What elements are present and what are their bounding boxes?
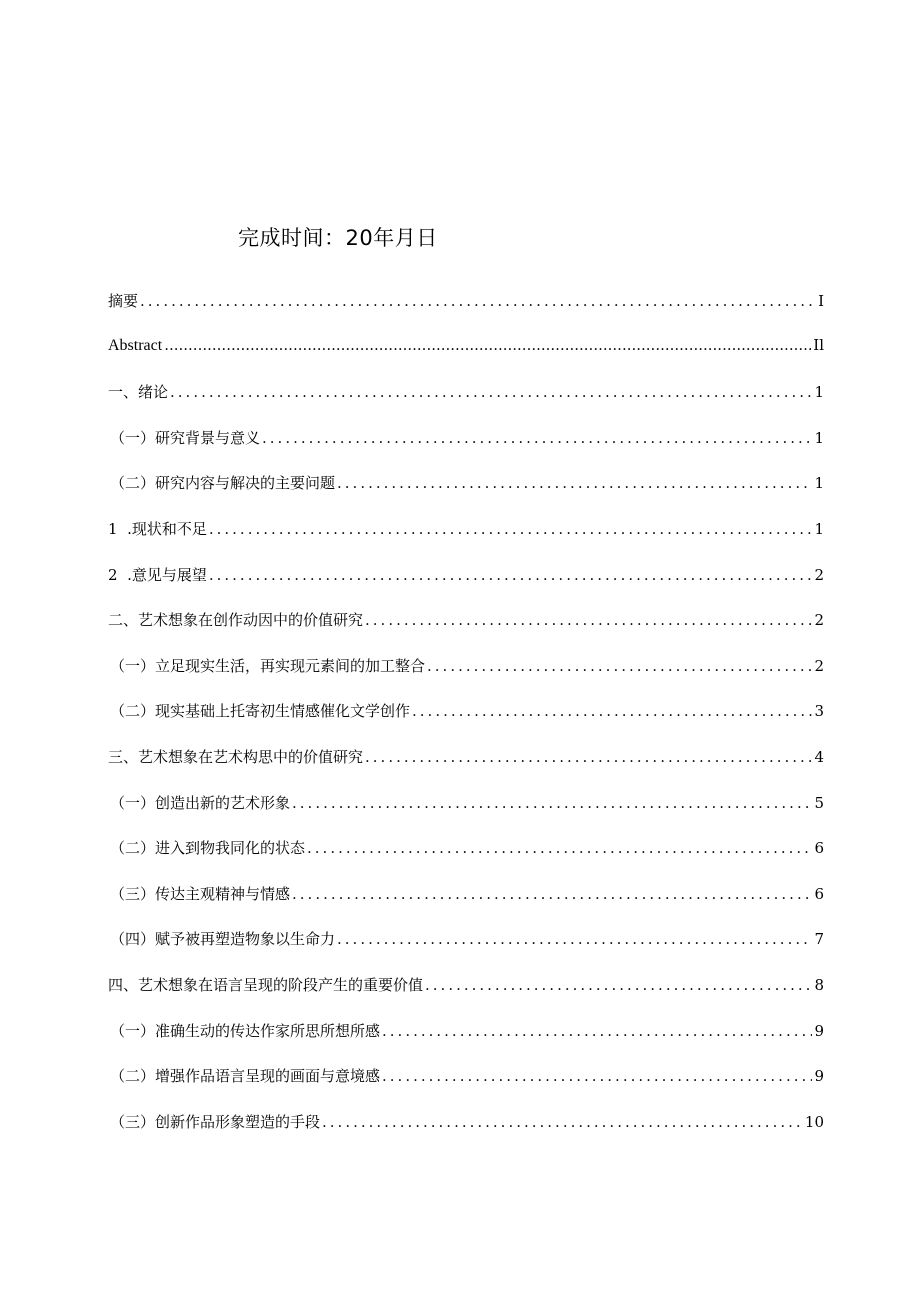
toc-entry-page: 2 — [814, 656, 824, 675]
toc-entry-page: 1 — [814, 519, 824, 538]
toc-entry-section-3-3[interactable] — [108, 883, 824, 929]
toc-entry-title: 1 .现状和不足 — [108, 519, 207, 538]
toc-dot-leader — [292, 885, 812, 903]
toc-dot-leader — [140, 292, 816, 310]
toc-entry-section-4-1[interactable] — [108, 1020, 824, 1066]
toc-entry-title: 四、艺术想象在语言呈现的阶段产生的重要价值 — [108, 975, 424, 994]
toc-entry-title: 二、艺术想象在创作动因中的价值研究 — [108, 611, 364, 630]
toc-dot-leader — [337, 930, 812, 948]
toc-entry-title: （一）立足现实生活，再实现元素间的加工整合 — [110, 656, 426, 675]
toc-entry-title: 一、绪论 — [108, 383, 169, 402]
toc-entry-chapter-2[interactable] — [108, 609, 824, 655]
toc-entry-title: 三、艺术想象在艺术构思中的价值研究 — [108, 747, 364, 766]
toc-entry-section-1-1[interactable] — [108, 427, 824, 473]
toc-entry-section-3-1[interactable] — [108, 792, 824, 838]
toc-dot-leader — [382, 1067, 812, 1085]
toc-dot-leader — [337, 474, 812, 492]
toc-dot-leader — [307, 839, 812, 857]
toc-entry-page: 2 — [814, 565, 824, 584]
toc-entry-section-1-2[interactable] — [108, 472, 824, 518]
toc-entry-title: （二）增强作品语言呈现的画面与意境感 — [110, 1067, 381, 1086]
toc-entry-title: （一）准确生动的传达作家所思所想所感 — [110, 1021, 381, 1040]
toc-entry-section-3-2[interactable] — [108, 837, 824, 883]
toc-entry-page: 5 — [814, 793, 824, 812]
toc-entry-title: （一）创造出新的艺术形象 — [110, 793, 291, 812]
toc-dot-leader — [209, 520, 813, 538]
toc-dot-leader — [262, 429, 812, 447]
toc-entry-section-4-3[interactable] — [108, 1111, 824, 1157]
toc-entry-page: 9 — [814, 1067, 824, 1086]
toc-entry-item-1[interactable] — [108, 518, 824, 564]
toc-dot-leader — [322, 1113, 803, 1131]
toc-entry-title: 摘要 — [108, 292, 139, 310]
toc-entry-section-3-4[interactable] — [108, 928, 824, 974]
toc-entry-page: 1 — [814, 383, 824, 402]
toc-dot-leader — [425, 976, 812, 994]
toc-dot-leader — [365, 748, 812, 766]
toc-entry-section-2-2[interactable] — [108, 700, 824, 746]
toc-dot-leader — [164, 336, 811, 354]
toc-dot-leader — [292, 794, 812, 812]
toc-entry-section-4-2[interactable] — [108, 1065, 824, 1111]
toc-entry-title: （三）创新作品形象塑造的手段 — [110, 1112, 321, 1131]
toc-entry-page: I — [818, 292, 824, 310]
toc-entry-page: 1 — [814, 428, 824, 447]
toc-dot-leader — [365, 611, 812, 629]
toc-entry-abstract-en[interactable] — [108, 336, 824, 382]
toc-entry-section-2-1[interactable] — [108, 655, 824, 701]
toc-entry-item-2[interactable] — [108, 564, 824, 610]
toc-entry-page: 6 — [814, 839, 824, 858]
toc-entry-page: Il — [813, 335, 824, 354]
toc-entry-title: （四）赋予被再塑造物象以生命力 — [110, 930, 336, 949]
table-of-contents — [108, 290, 824, 1156]
toc-entry-title: （二）现实基础上托寄初生情感催化文学创作 — [110, 702, 411, 721]
toc-entry-page: 1 — [814, 474, 824, 493]
completion-date: 完成时间：20年月日 — [238, 226, 438, 250]
toc-entry-abstract-cn[interactable] — [108, 290, 824, 336]
toc-entry-page: 4 — [814, 747, 824, 766]
toc-entry-chapter-4[interactable] — [108, 974, 824, 1020]
toc-entry-page: 10 — [804, 1112, 824, 1131]
toc-dot-leader — [209, 566, 813, 584]
toc-entry-page: 3 — [814, 702, 824, 721]
toc-entry-chapter-3[interactable] — [108, 746, 824, 792]
toc-dot-leader — [427, 657, 812, 675]
toc-entry-title: （二）进入到物我同化的状态 — [110, 839, 306, 858]
toc-entry-page: 8 — [814, 975, 824, 994]
toc-entry-page: 9 — [814, 1021, 824, 1040]
toc-entry-title: Abstract — [108, 336, 163, 354]
toc-dot-leader — [170, 383, 812, 401]
toc-entry-chapter-1[interactable] — [108, 381, 824, 427]
toc-entry-page: 7 — [814, 930, 824, 949]
toc-entry-title: （一）研究背景与意义 — [110, 428, 261, 447]
toc-entry-page: 6 — [814, 884, 824, 903]
toc-entry-title: （三）传达主观精神与情感 — [110, 884, 291, 903]
toc-dot-leader — [412, 702, 812, 720]
toc-entry-title: 2 .意见与展望 — [108, 565, 207, 584]
toc-entry-page: 2 — [814, 611, 824, 630]
toc-dot-leader — [382, 1022, 812, 1040]
toc-entry-title: （二）研究内容与解决的主要问题 — [110, 474, 336, 493]
